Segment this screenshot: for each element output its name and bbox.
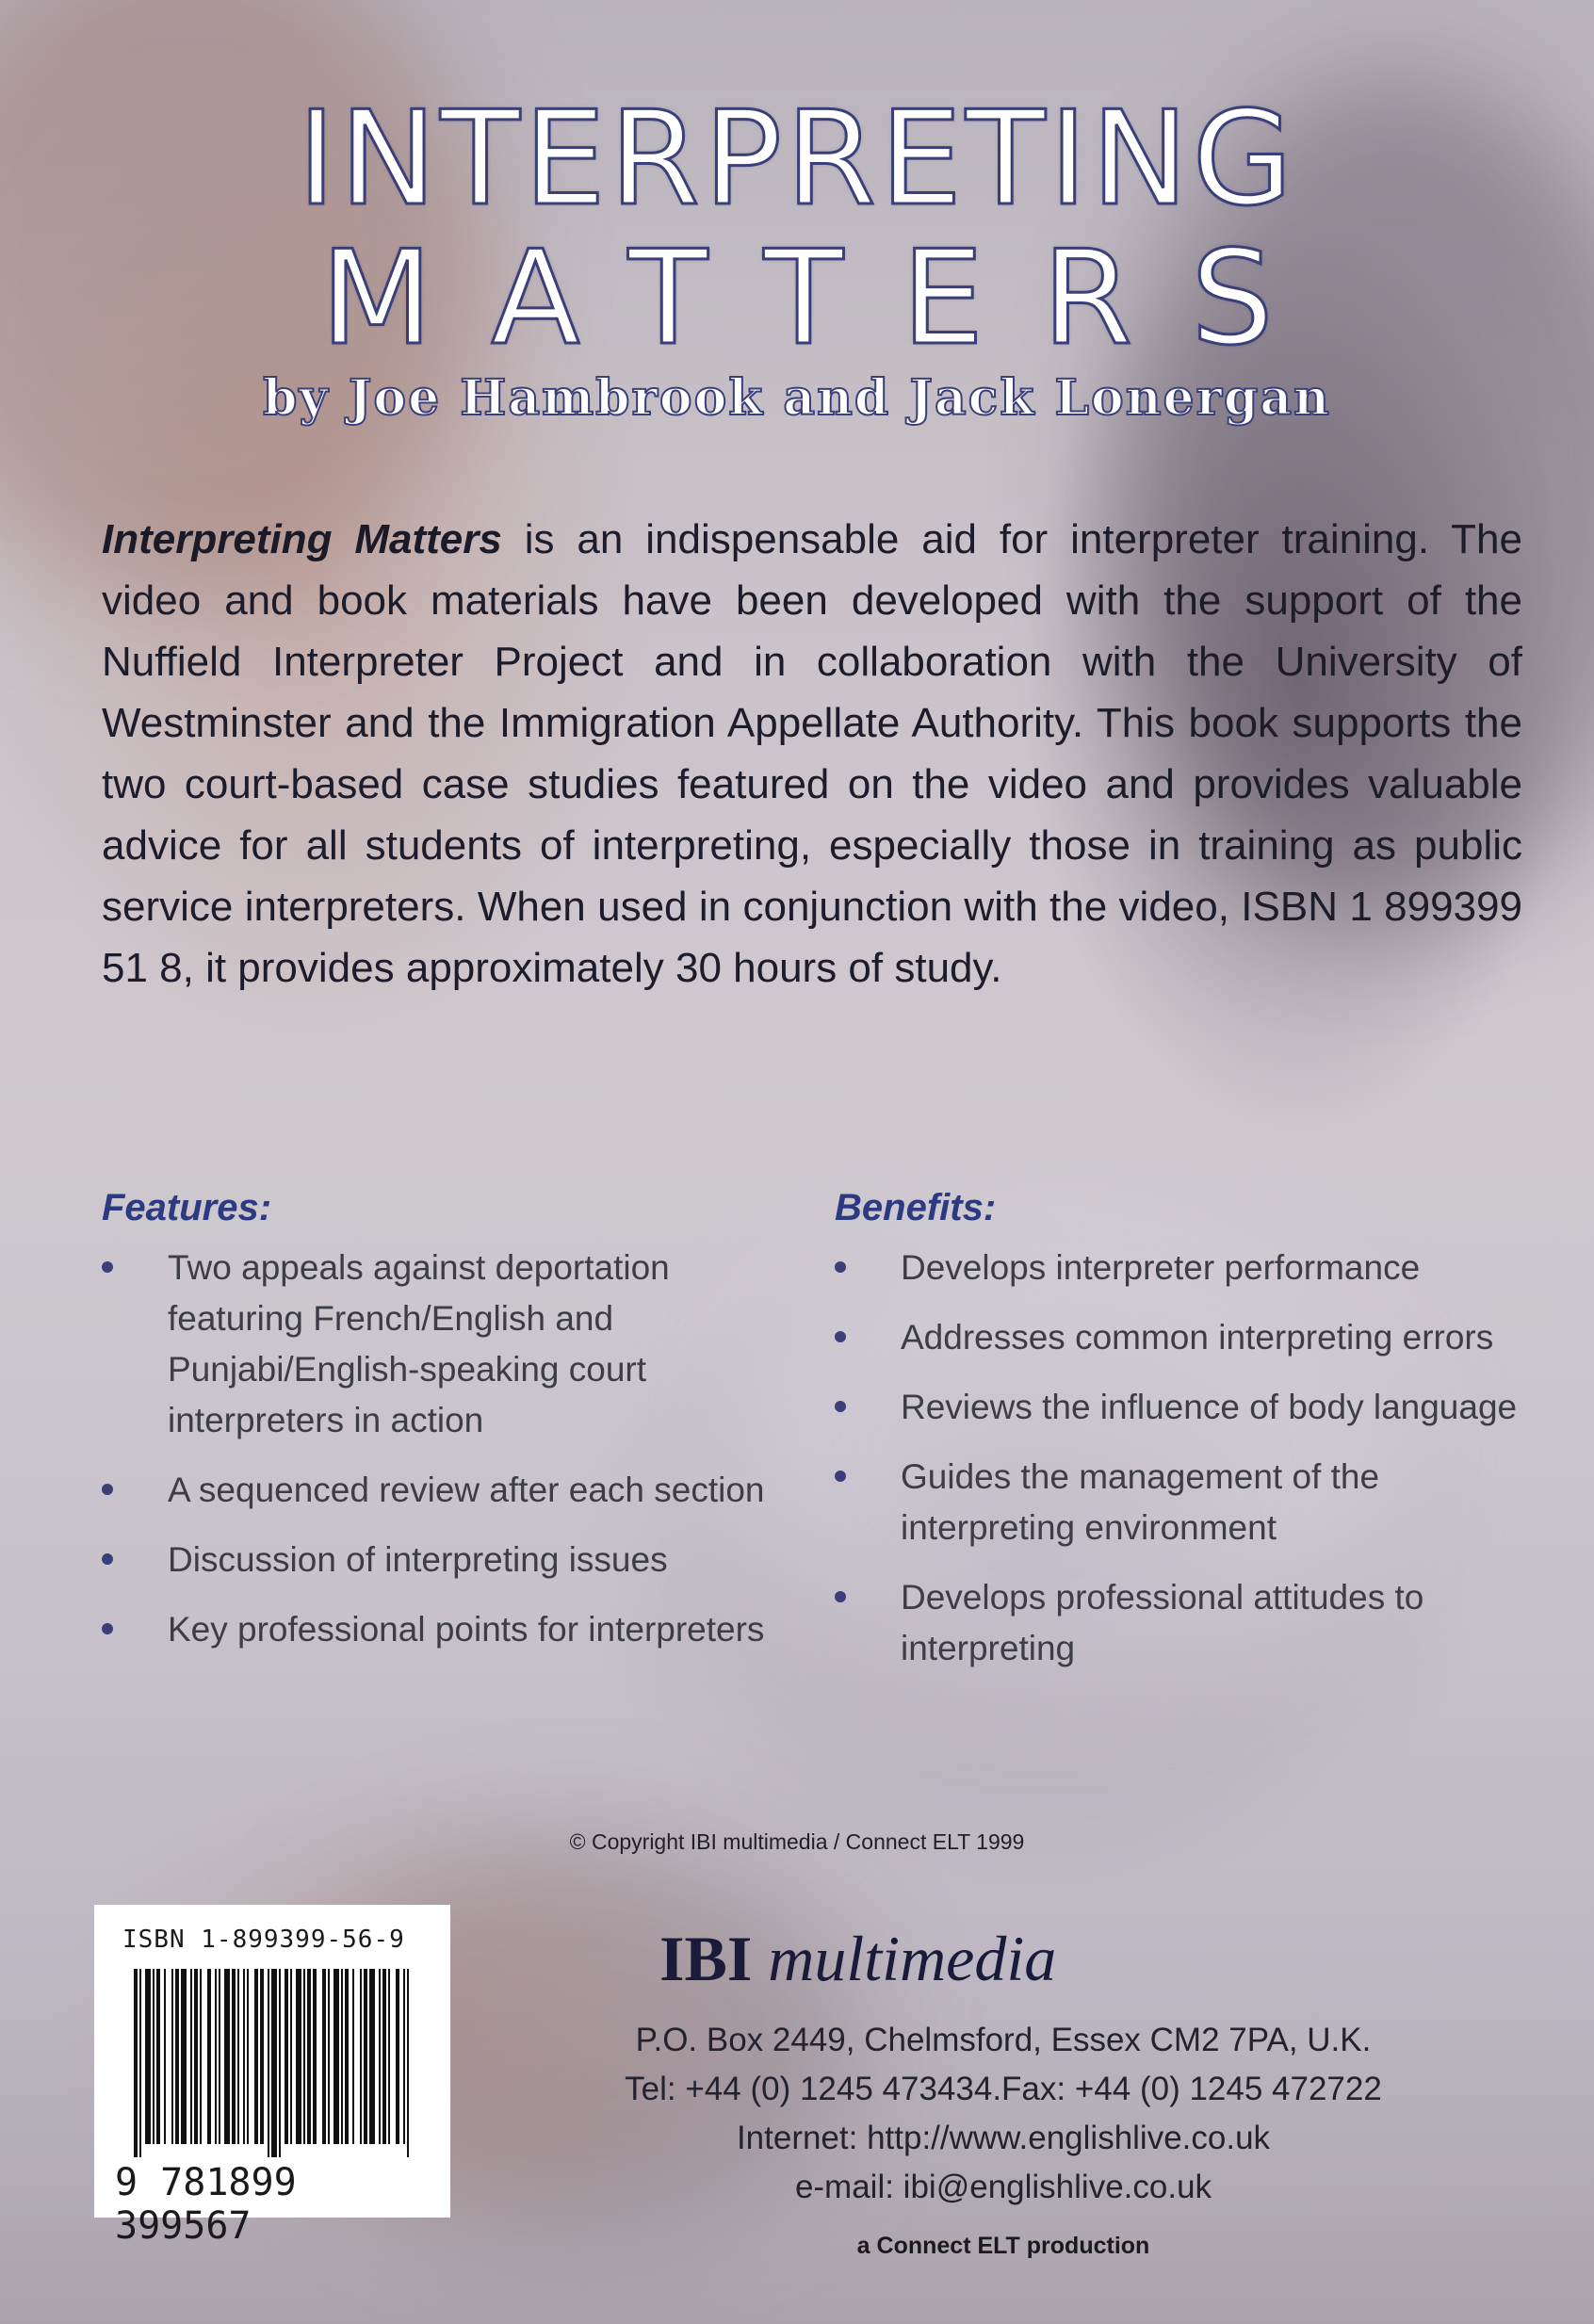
list-item xyxy=(102,1243,799,1446)
barcode-bars-icon xyxy=(134,1969,413,2157)
description-text: is an indispensable aid for interpreter training. The video and book materials have been developed with the support of the Nuffield Interpreter Project and in collaboration with the University of Westminster and the Immigration Appellate Authority. This book supports the two court-based case studies featured on the video and provides valuable advice for all students of interpreting, especially those in training as public service interpreters. When used in conjunction with the video, ISBN 1 899399 51 8, it provides approximately 30 hours of study. xyxy=(102,516,1522,991)
list-item-text: Addresses common interpreting errors xyxy=(901,1318,1494,1357)
bullet-icon xyxy=(835,1401,846,1412)
bullet-icon xyxy=(835,1331,846,1342)
book-title xyxy=(0,83,1594,374)
list-item-text: Develops interpreter performance xyxy=(901,1248,1421,1287)
publisher-name-italic: multimedia xyxy=(768,1923,1057,1994)
bullet-icon xyxy=(102,1553,113,1565)
publisher-website: Internet: http://www.englishlive.co.uk xyxy=(736,2120,1271,2156)
list-item-text: Two appeals against deportation featuring French/English and Punjabi/English-speaking court interpreters in action xyxy=(168,1248,670,1439)
features-section xyxy=(102,1187,799,1674)
list-item xyxy=(835,1382,1532,1433)
authors-byline: by Joe Hambrook and Jack Lonergan xyxy=(263,369,1331,427)
list-item xyxy=(102,1465,799,1516)
list-item-text: Reviews the influence of body language xyxy=(901,1388,1518,1426)
bullet-icon xyxy=(835,1261,846,1273)
isbn-barcode xyxy=(94,1905,450,2248)
list-item-text: Guides the management of the interpreting environment xyxy=(901,1457,1380,1547)
benefits-list xyxy=(835,1243,1532,1674)
title-line-1: INTERPRETING xyxy=(297,83,1297,235)
list-item-text: Key professional points for interpreters xyxy=(168,1610,765,1649)
ean-number: 9 781899 399567 xyxy=(115,2161,297,2248)
production-credit: a Connect ELT production xyxy=(856,2233,1150,2259)
bullet-icon xyxy=(835,1591,846,1602)
bullet-icon xyxy=(102,1261,113,1273)
publisher-email: e-mail: ibi@englishlive.co.uk xyxy=(794,2169,1212,2205)
publisher-contact xyxy=(509,2016,1498,2212)
book-description xyxy=(102,509,1522,999)
title-line-2: MATTERS xyxy=(320,222,1332,374)
publisher-phone-fax: Tel: +44 (0) 1245 473434.Fax: +44 (0) 1245 472722 xyxy=(625,2071,1382,2107)
list-item xyxy=(835,1243,1532,1293)
list-item xyxy=(102,1604,799,1655)
list-item-text: Discussion of interpreting issues xyxy=(168,1540,668,1579)
publisher-address: P.O. Box 2449, Chelmsford, Essex CM2 7PA, U.K. xyxy=(635,2022,1372,2058)
list-item xyxy=(835,1572,1532,1674)
features-list xyxy=(102,1243,799,1655)
description-title: Interpreting Matters xyxy=(102,516,502,562)
list-item-text: Develops professional attitudes to interpreting xyxy=(901,1578,1424,1667)
bullet-icon xyxy=(102,1623,113,1634)
copyright-notice: © Copyright IBI multimedia / Connect ELT 1999 xyxy=(569,1829,1025,1854)
list-item-text: A sequenced review after each section xyxy=(168,1471,765,1509)
list-item xyxy=(835,1452,1532,1553)
publisher-logo xyxy=(659,1922,1507,1996)
list-item xyxy=(835,1312,1532,1363)
bullet-icon xyxy=(102,1484,113,1495)
benefits-heading: Benefits: xyxy=(835,1187,997,1228)
benefits-section xyxy=(835,1187,1532,1693)
list-item xyxy=(102,1535,799,1585)
bullet-icon xyxy=(835,1471,846,1482)
features-heading: Features: xyxy=(102,1187,272,1228)
isbn-number: ISBN 1-899399-56-9 xyxy=(122,1926,405,1954)
publisher-name-regular: IBI xyxy=(659,1923,753,1994)
